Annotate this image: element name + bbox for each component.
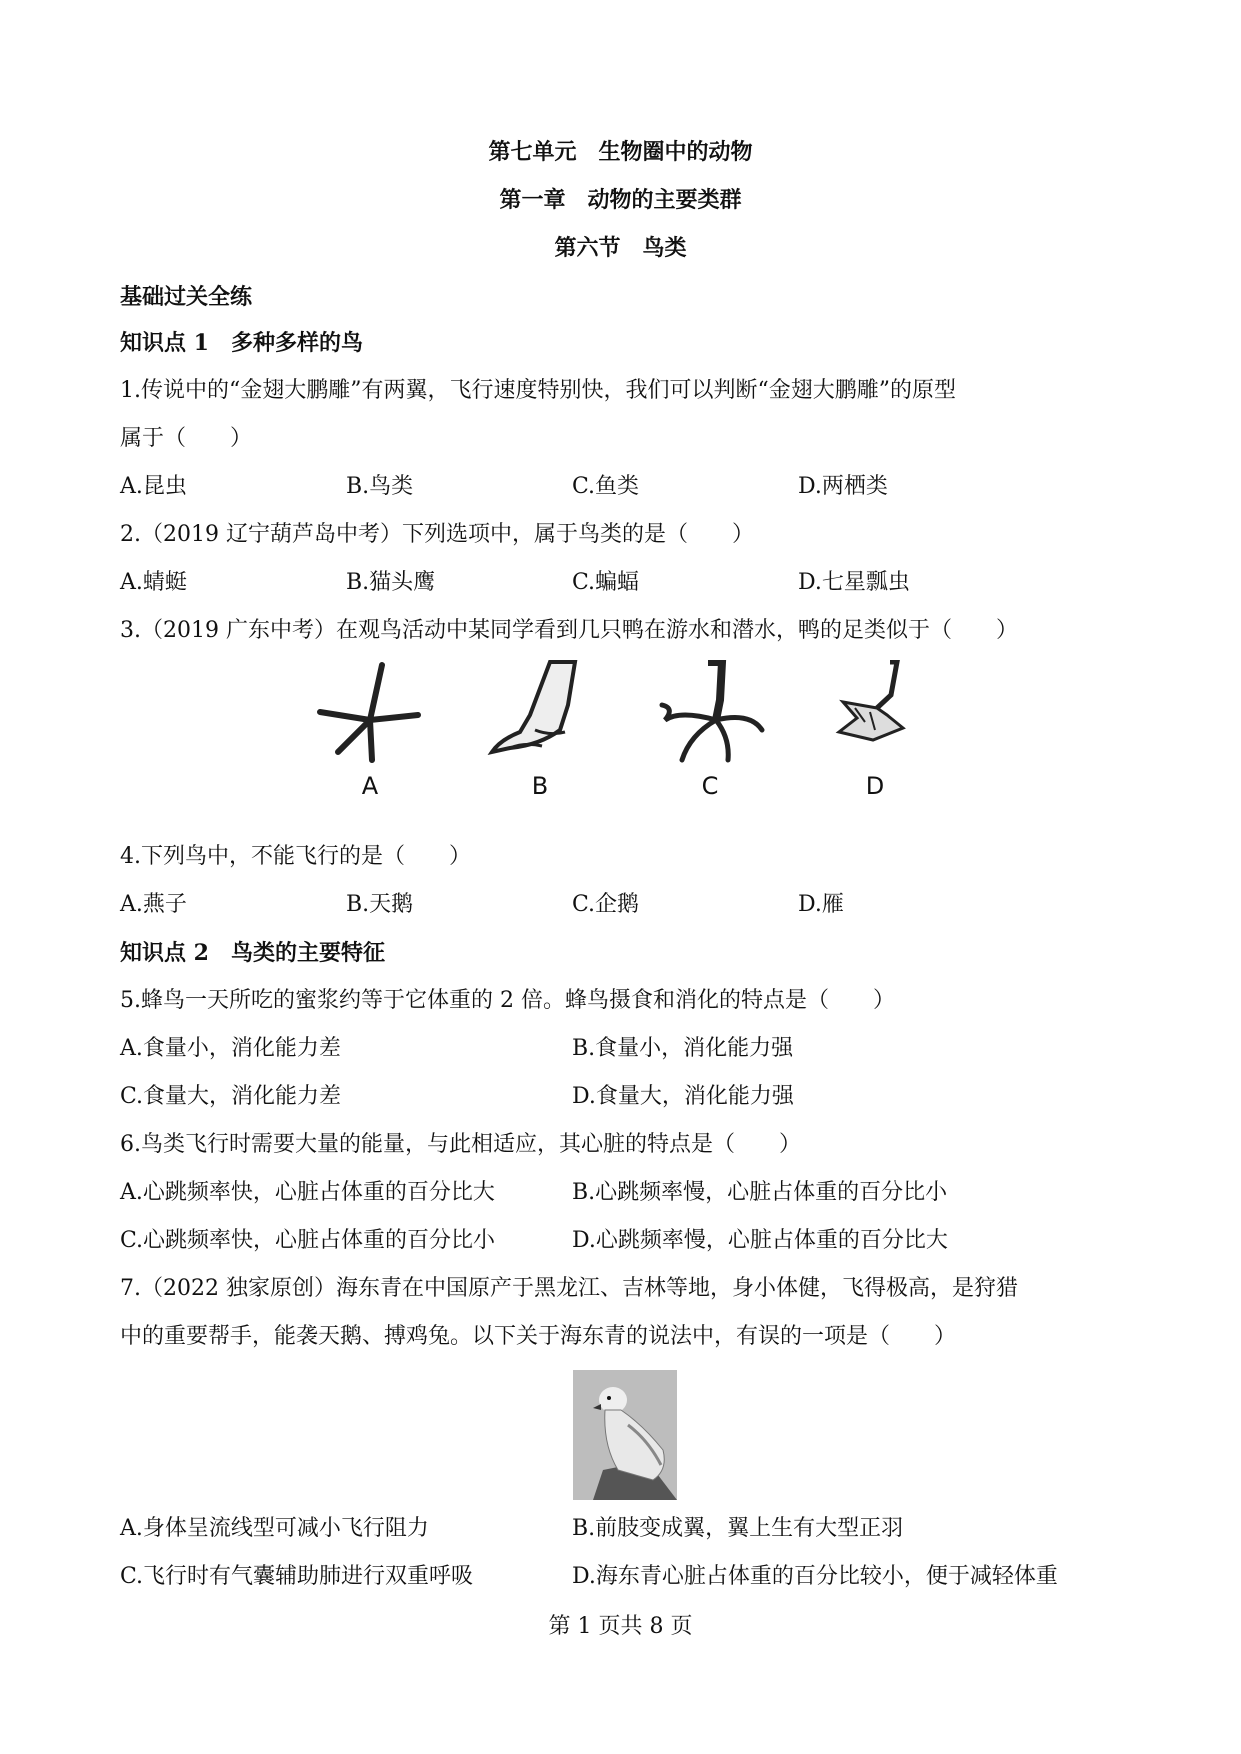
q1-option-b: B.鸟类 [346, 474, 414, 499]
q5-option-a: A.食量小，消化能力差 [120, 1036, 341, 1061]
q4-option-b: B.天鹅 [346, 892, 414, 917]
q7-option-b: B.前肢变成翼，翼上生有大型正羽 [572, 1516, 904, 1541]
q2-stem: 2.（2019 辽宁葫芦岛中考）下列选项中，属于鸟类的是（ ） [120, 522, 754, 547]
falcon-icon [573, 1370, 677, 1500]
q6-stem: 6.鸟类飞行时需要大量的能量，与此相适应，其心脏的特点是（ ） [120, 1132, 801, 1157]
q1-option-d: D.两栖类 [798, 474, 888, 499]
q1-option-c: C.鱼类 [572, 474, 640, 499]
q4-option-d: D.雁 [798, 892, 844, 917]
q6-option-c: C.心跳频率快，心脏占体重的百分比小 [120, 1228, 496, 1253]
q4-option-a: A.燕子 [120, 892, 187, 917]
gyrfalcon-photo [573, 1370, 677, 1500]
webbed-foot-icon [815, 660, 935, 770]
q4-option-c: C.企鹅 [572, 892, 640, 917]
q1-option-a: A.昆虫 [120, 474, 187, 499]
knowledge-point-2: 知识点 2 鸟类的主要特征 [120, 940, 385, 966]
q2-option-d: D.七星瓢虫 [798, 570, 910, 595]
q5-option-d: D.食量大，消化能力强 [572, 1084, 794, 1109]
knowledge-point-1: 知识点 1 多种多样的鸟 [120, 330, 363, 356]
practice-heading: 基础过关全练 [120, 284, 253, 310]
q6-option-a: A.心跳频率快，心脏占体重的百分比大 [120, 1180, 495, 1205]
bird-feet-figure [310, 660, 950, 810]
q2-option-b: B.猫头鹰 [346, 570, 436, 595]
q1-stem-line2: 属于（ ） [120, 426, 253, 451]
q7-option-a: A.身体呈流线型可减小飞行阻力 [120, 1516, 429, 1541]
section-title: 第六节 鸟类 [554, 235, 687, 261]
q7-stem-line1: 7.（2022 独家原创）海东青在中国原产于黑龙江、吉林等地，身小体健，飞得极高，是狩猎 [120, 1276, 1018, 1301]
q2-option-c: C.蝙蝠 [572, 570, 640, 595]
raptor-talon-icon [650, 660, 770, 770]
q2-option-a: A.蜻蜓 [120, 570, 187, 595]
q6-option-b: B.心跳频率慢，心脏占体重的百分比小 [572, 1180, 948, 1205]
q6-option-d: D.心跳频率慢，心脏占体重的百分比大 [572, 1228, 948, 1253]
foot-d [815, 660, 935, 810]
perching-foot-icon [310, 660, 430, 770]
unit-title: 第七单元 生物圈中的动物 [488, 139, 753, 165]
chapter-title: 第一章 动物的主要类群 [499, 187, 742, 213]
page-footer: 第 1 页共 8 页 [548, 1614, 693, 1639]
foot-a [310, 660, 430, 810]
q7-stem-line2: 中的重要帮手，能袭天鹅、搏鸡兔。以下关于海东青的说法中，有误的一项是（ ） [120, 1324, 957, 1349]
foot-label-b: B [531, 772, 549, 800]
foot-label-d: D [865, 772, 885, 800]
foot-c [650, 660, 770, 810]
q5-stem: 5.蜂鸟一天所吃的蜜浆约等于它体重的 2 倍。蜂鸟摄食和消化的特点是（ ） [120, 988, 895, 1013]
foot-b [480, 660, 600, 810]
q5-option-b: B.食量小，消化能力强 [572, 1036, 794, 1061]
q1-stem-line1: 1.传说中的“金翅大鹏雕”有两翼，飞行速度特别快，我们可以判断“金翅大鹏雕”的原型 [120, 378, 956, 403]
q4-stem: 4.下列鸟中，不能飞行的是（ ） [120, 844, 471, 869]
q5-option-c: C.食量大，消化能力差 [120, 1084, 342, 1109]
q3-stem: 3.（2019 广东中考）在观鸟活动中某同学看到几只鸭在游水和潜水，鸭的足类似于（ ） [120, 618, 1018, 643]
q7-option-d: D.海东青心脏占体重的百分比较小，便于减轻体重 [572, 1564, 1058, 1589]
foot-label-c: C [701, 772, 719, 800]
grasping-foot-icon [480, 660, 600, 770]
foot-label-a: A [361, 772, 379, 800]
q7-option-c: C.飞行时有气囊辅助肺进行双重呼吸 [120, 1564, 474, 1589]
